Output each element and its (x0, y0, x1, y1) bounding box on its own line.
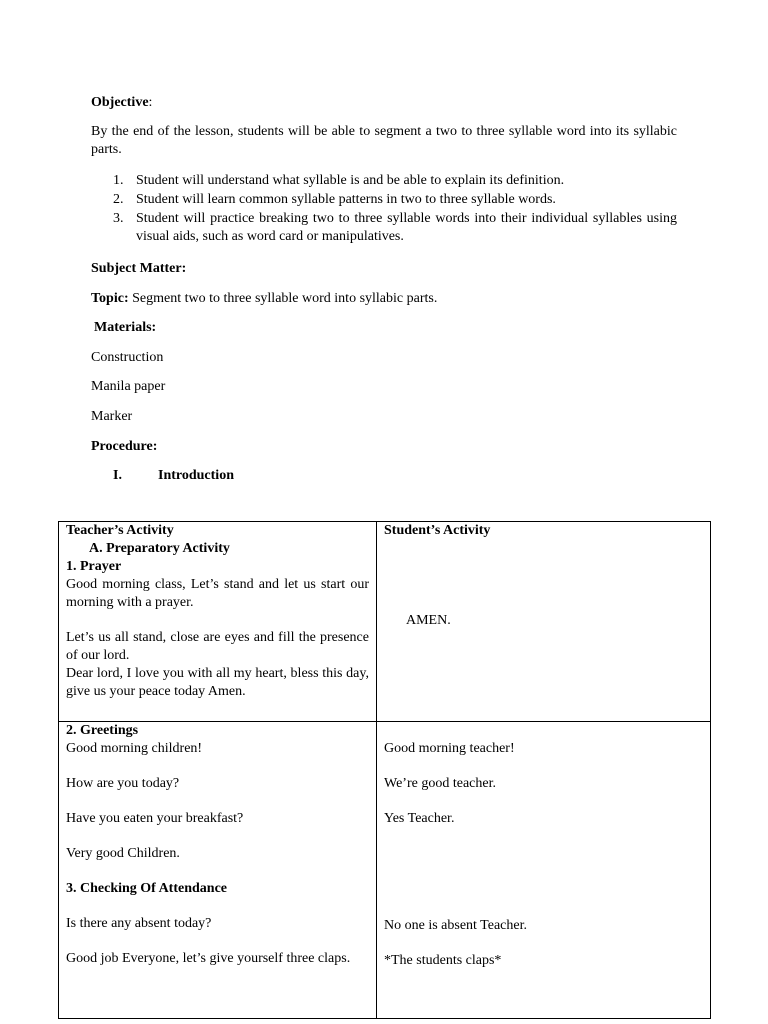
student-line: AMEN. (406, 613, 451, 628)
objective-intro: By the end of the lesson, students will be able to segment a two to three syllable word into its syllabic parts. (91, 124, 677, 157)
teacher-activity-header: Teacher’s Activity (66, 523, 174, 538)
procedure-section-number: I. (113, 468, 122, 483)
student-line: We’re good teacher. (384, 776, 496, 791)
student-line: Good morning teacher! (384, 741, 515, 756)
student-cell (377, 522, 711, 722)
material-item: Manila paper (91, 379, 166, 394)
activity-table (58, 521, 711, 1019)
teacher-line: Good job Everyone, let’s give yourself three claps. (66, 951, 351, 966)
teacher-cell (59, 722, 377, 1019)
teacher-line: Very good Children. (66, 846, 180, 861)
material-item: Construction (91, 350, 164, 365)
teacher-line: Good morning class, Let’s stand and let us start our morning with a prayer. (66, 577, 369, 610)
objective-item: 2. Student will learn common syllable patterns in two to three syllable words. (113, 192, 556, 207)
table-row (59, 522, 711, 722)
teacher-line: Is there any absent today? (66, 916, 212, 931)
student-line: Yes Teacher. (384, 811, 455, 826)
greetings-heading: 2. Greetings (66, 723, 139, 738)
objective-heading: Objective: (91, 95, 153, 110)
preparatory-activity-heading: A. Preparatory Activity (89, 541, 230, 556)
topic-line: Topic: Segment two to three syllable word into syllabic parts. (91, 291, 438, 306)
materials-heading: Materials: (94, 320, 157, 335)
teacher-line: Good morning children! (66, 741, 203, 756)
table-row (59, 722, 711, 1019)
objective-list (91, 172, 677, 246)
teacher-cell (59, 522, 377, 722)
objective-item: 1. Student will understand what syllable is and be able to explain its definition. (113, 173, 565, 188)
subject-matter-heading: Subject Matter: (91, 261, 187, 276)
student-line: *The students claps* (384, 953, 502, 968)
student-activity-header: Student’s Activity (384, 523, 491, 538)
objective-item: 3. Student will practice breaking two to three syllable words into their individual syllables using visual aids, such as word card or manipulatives. (113, 211, 677, 244)
teacher-line: Dear lord, I love you with all my heart, bless this day, give us your peace today Amen. (66, 666, 369, 699)
student-cell (377, 722, 711, 1019)
procedure-heading: Procedure: (91, 439, 158, 454)
procedure-section-title: Introduction (158, 468, 234, 483)
attendance-heading: 3. Checking Of Attendance (66, 881, 227, 896)
material-item: Marker (91, 409, 133, 424)
teacher-line: Let’s us all stand, close are eyes and fill the presence of our lord. (66, 630, 369, 663)
teacher-line: Have you eaten your breakfast? (66, 811, 244, 826)
prayer-heading: 1. Prayer (66, 559, 122, 574)
teacher-line: How are you today? (66, 776, 180, 791)
student-line: No one is absent Teacher. (384, 918, 527, 933)
